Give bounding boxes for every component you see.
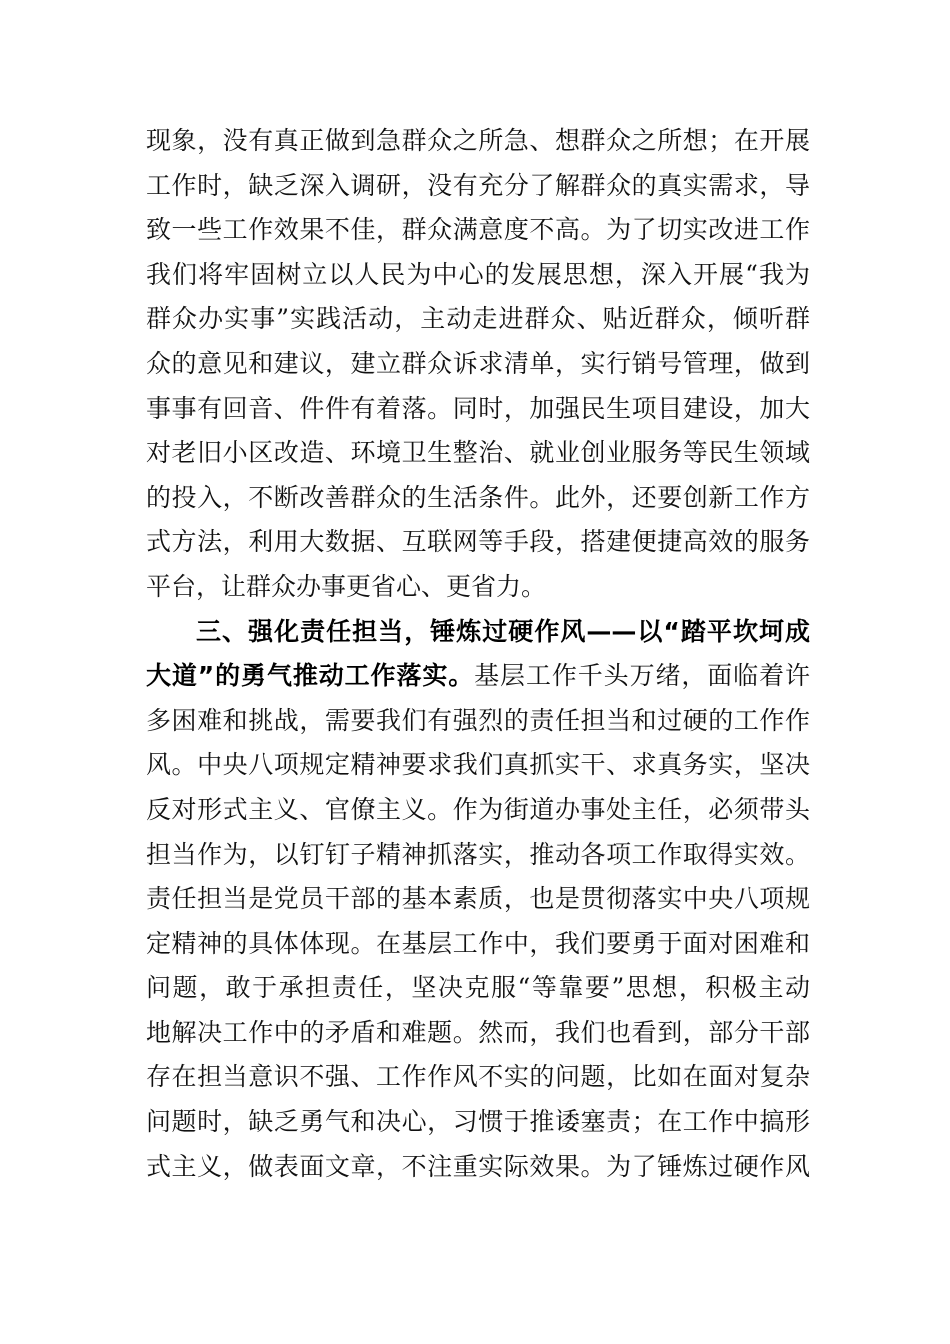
text-line: 群众办实事”实践活动，主动走进群众、贴近群众，倾听群	[146, 304, 810, 334]
section-body-start: 基层工作千头万绪，面临着许	[474, 661, 810, 691]
section-heading-continuation: 大道”的勇气推动工作落实。	[146, 661, 475, 691]
text-line: 式方法，利用大数据、互联网等手段，搭建便捷高效的服务	[146, 527, 810, 557]
text-line: 存在担当意识不强、工作作风不实的问题，比如在面对复杂	[146, 1062, 810, 1092]
text-line	[146, 654, 810, 699]
paragraph-section-three	[146, 610, 810, 1190]
text-line: 问题，敢于承担责任，坚决克服“等靠要”思想，积极主动	[146, 973, 810, 1003]
text-line: 担当作为，以钉钉子精神抓落实，推动各项工作取得实效。	[146, 839, 810, 869]
text-line: 地解决工作中的矛盾和难题。然而，我们也看到，部分干部	[146, 1017, 810, 1047]
section-heading: 三、强化责任担当，锤炼过硬作风——以“踏平坎坷成	[196, 616, 810, 646]
text-line: 定精神的具体体现。在基层工作中，我们要勇于面对困难和	[146, 928, 810, 958]
text-line: 平台，让群众办事更省心、更省力。	[146, 571, 547, 601]
text-line: 事事有回音、件件有着落。同时，加强民生项目建设，加大	[146, 393, 810, 423]
text-line: 的投入，不断改善群众的生活条件。此外，还要创新工作方	[146, 482, 810, 512]
text-line: 责任担当是党员干部的基本素质，也是贯彻落实中央八项规	[146, 884, 810, 914]
text-line: 风。中央八项规定精神要求我们真抓实干、求真务实，坚决	[146, 750, 810, 780]
text-line: 工作时，缺乏深入调研，没有充分了解群众的真实需求，导	[146, 170, 810, 200]
text-line: 问题时，缺乏勇气和决心，习惯于推诿塞责；在工作中搞形	[146, 1107, 810, 1137]
text-line: 我们将牢固树立以人民为中心的发展思想，深入开展“我为	[146, 259, 810, 289]
document-body	[146, 119, 810, 1189]
paragraph-people-centered-work	[146, 119, 810, 610]
text-line: 现象，没有真正做到急群众之所急、想群众之所想；在开展	[146, 126, 810, 155]
text-line: 致一些工作效果不佳，群众满意度不高。为了切实改进工作	[146, 215, 810, 245]
text-line: 对老旧小区改造、环境卫生整治、就业创业服务等民生领域	[146, 438, 810, 468]
text-line: 式主义，做表面文章，不注重实际效果。为了锤炼过硬作风	[146, 1151, 810, 1181]
text-line: 反对形式主义、官僚主义。作为街道办事处主任，必须带头	[146, 794, 810, 824]
text-line: 多困难和挑战，需要我们有强烈的责任担当和过硬的工作作	[146, 705, 810, 735]
text-line: 众的意见和建议，建立群众诉求清单，实行销号管理，做到	[146, 348, 810, 378]
